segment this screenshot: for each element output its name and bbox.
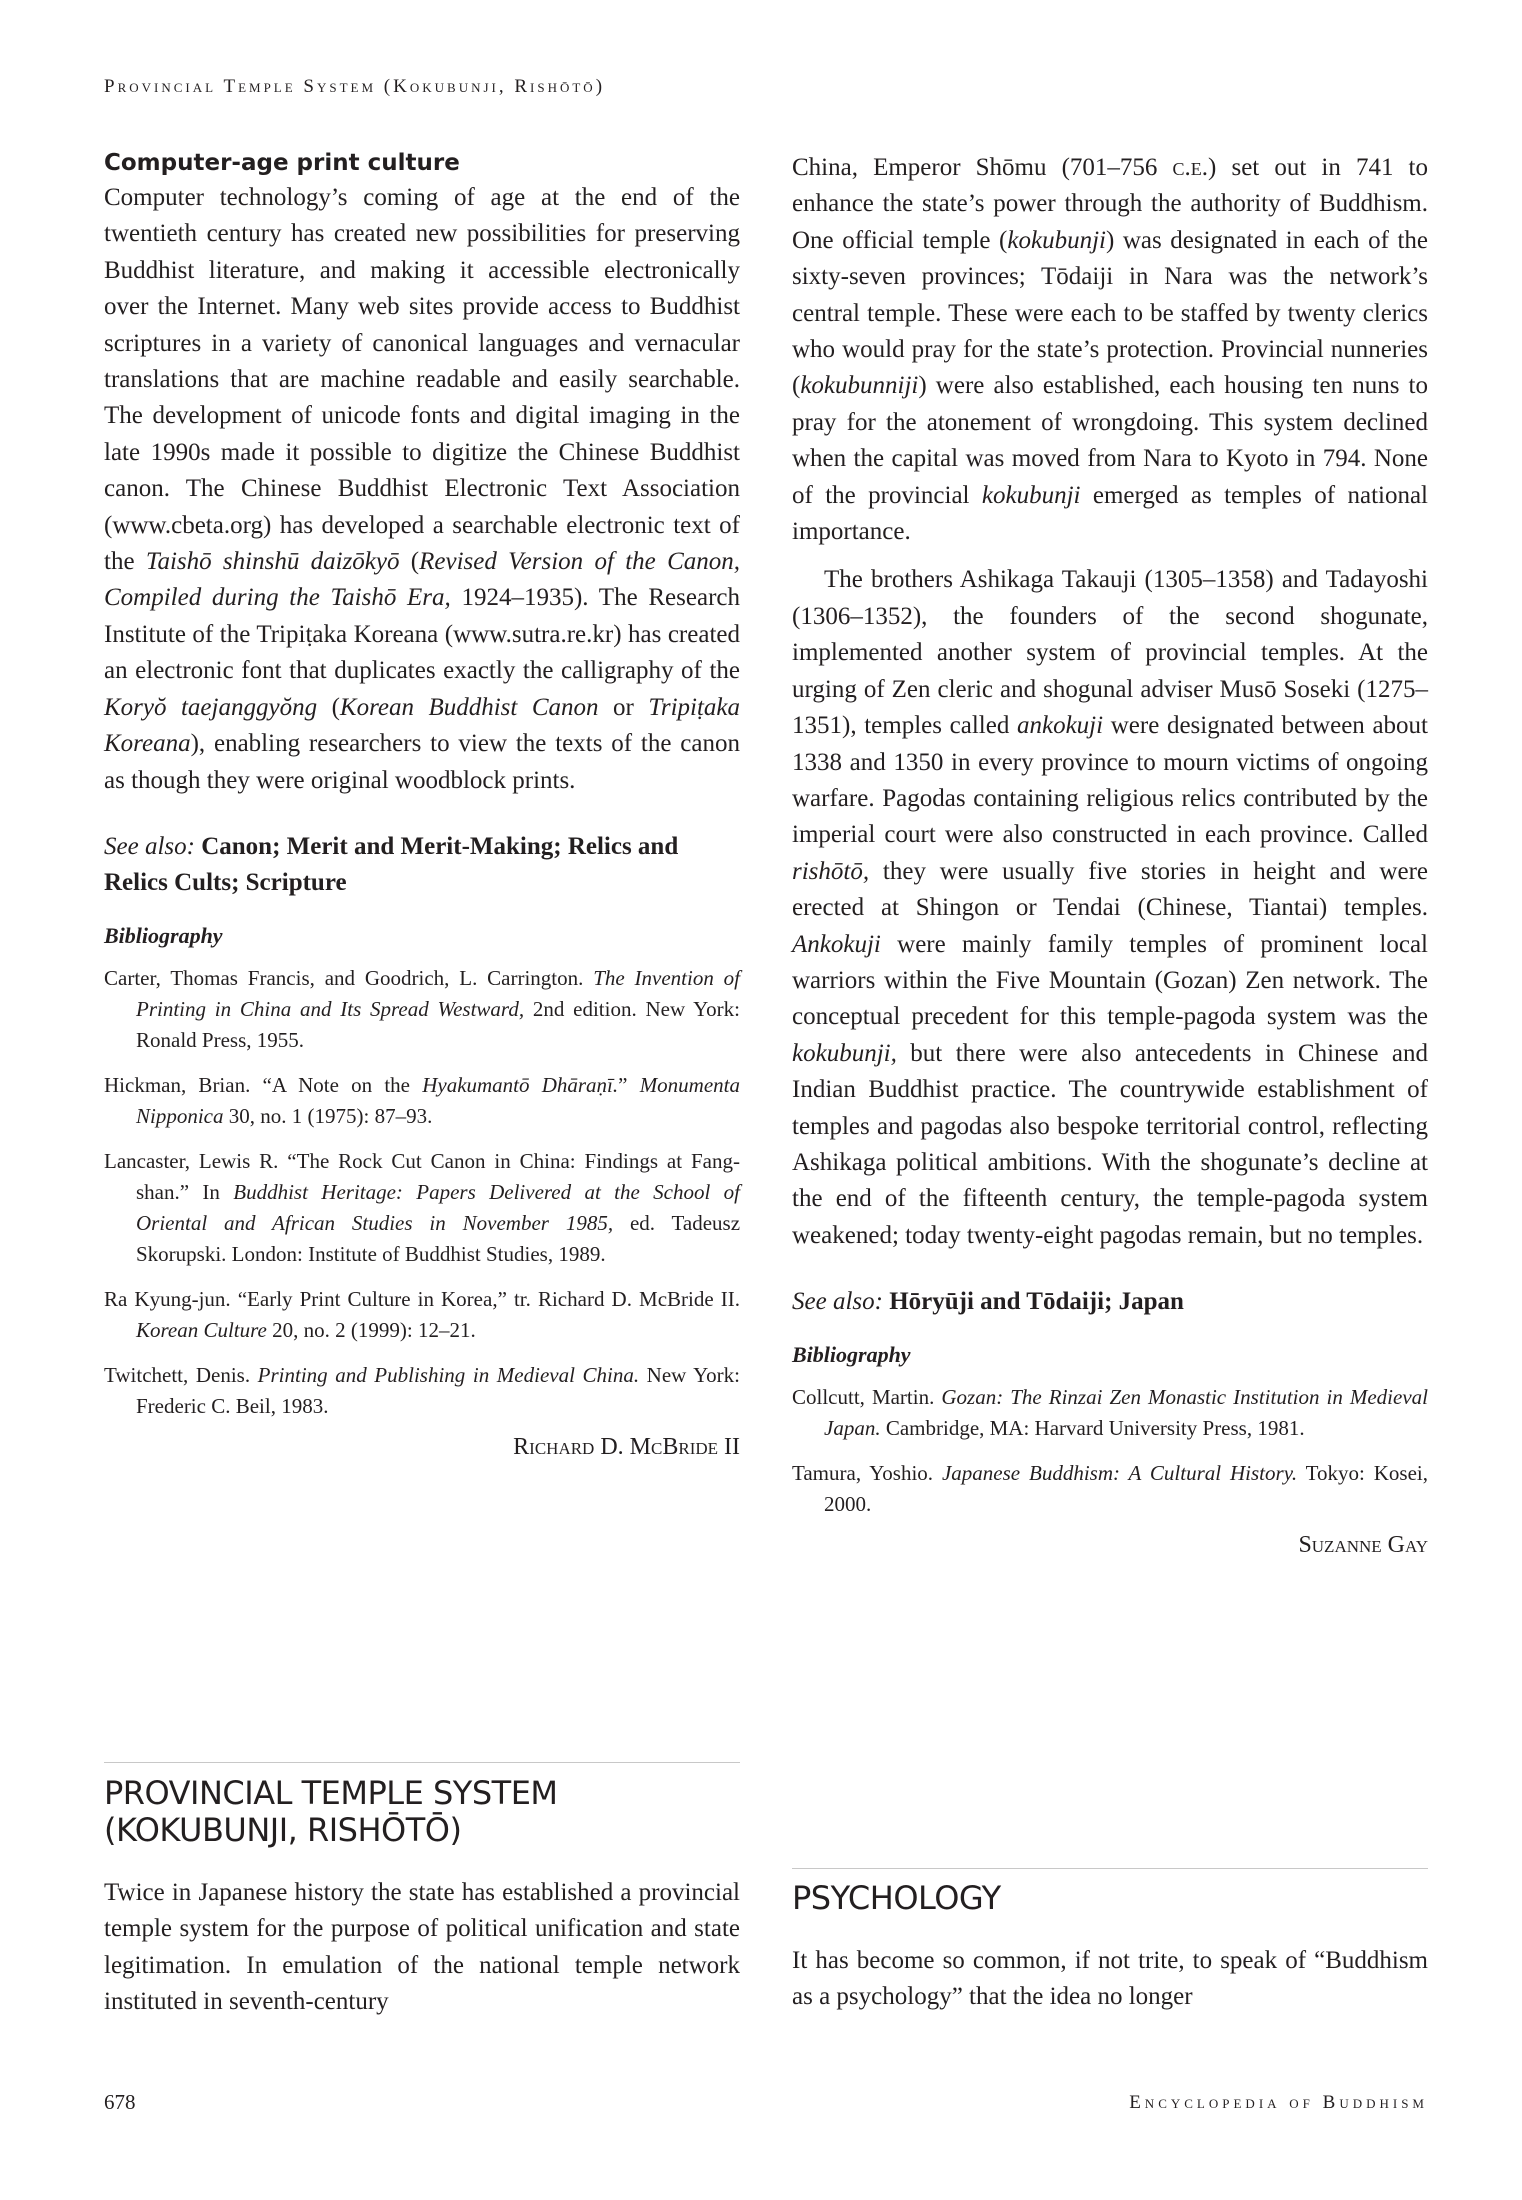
entry-block	[792, 1880, 1428, 2016]
see-also: See also: Canon; Merit and Merit-Making; Relics and Relics Cults; Scripture	[104, 832, 679, 896]
bibliography-list	[104, 963, 740, 1422]
section-subhead: Computer-age print culture	[104, 150, 460, 176]
bibliography-heading: Bibliography	[792, 1342, 911, 1368]
entry-block	[104, 1775, 740, 2021]
bibliography-entry: Hickman, Brian. “A Note on the Hyakumantō Dhāraṇī.” Monumenta Nipponica 30, no. 1 (1975): 87–93.	[104, 1072, 741, 1128]
bibliography-entry: Carter, Thomas Francis, and Goodrich, L. Carrington. The Invention of Printing in China and Its Spread Westward, 2nd edition. New York: Ronald Press, 1955.	[104, 965, 741, 1052]
body-paragraph: China, Emperor Shōmu (701–756 c.e.) set out in 741 to enhance the state’s power through the authority of Buddhism. One official temple (kokubunji) was designated in each of the sixty-seven provinces; Tōdaiji in Nara was the network’s central temple. These were each to be staffed by twenty clerics who would pray for the state’s protection. Provincial nunneries (kokubunniji) were also established, each housing ten nuns to pray for the atonement of wrongdoing. This system declined when the capital was moved from Nara to Kyoto in 794. None of the provincial kokubunji emerged as temples of national importance.	[792, 154, 1429, 546]
body-paragraph: Computer technology’s coming of age at the end of the twentieth century has created new possibilities for preserving Buddhist literature, and making it accessible electronically over the Internet. Many web sites provide access to Buddhist scriptures in a variety of canonical languages and vernacular translations that are machine readable and easily searchable. The development of unicode fonts and digital imaging in the late 1990s made it possible to digitize the Chinese Buddhist canon. The Chinese Buddhist Electronic Text Association (www.cbeta.org) has developed a searchable electronic text of the Taishō shinshū daizōkyō (Revised Version of the Canon, Compiled during the Taishō Era, 1924–1935). The Research Institute of the Tripiṭaka Koreana (www.sutra.re.kr) has created an electronic font that duplicates exactly the calligraphy of the Koryŏ taejanggyŏng (Korean Buddhist Canon or Tripiṭaka Koreana), enabling researchers to view the texts of the canon as though they were original woodblock prints.	[104, 184, 741, 794]
left-column	[104, 150, 740, 1461]
bibliography-entry: Twitchett, Denis. Printing and Publishing in Medieval China. New York: Frederic C. Beil, 1983.	[104, 1362, 741, 1418]
author-signature: Richard D. McBride II	[513, 1433, 740, 1460]
section-divider	[104, 1762, 740, 1763]
see-also-links[interactable]: Canon; Merit and Merit-Making; Relics and Relics Cults; Scripture	[104, 832, 679, 896]
see-also-links[interactable]: Hōryūji and Tōdaiji; Japan	[889, 1288, 1184, 1316]
entry-title: PSYCHOLOGY	[792, 1879, 1001, 1917]
right-column	[792, 150, 1428, 1559]
bibliography-entry: Collcutt, Martin. Gozan: The Rinzai Zen Monastic Institution in Medieval Japan. Cambridge, MA: Harvard University Press, 1981.	[792, 1385, 1428, 1441]
running-head: Provincial Temple System (Kokubunji, Rishōtō)	[104, 76, 606, 97]
bibliography-entry: Lancaster, Lewis R. “The Rock Cut Canon in China: Findings at Fang-shan.” In Buddhist Heritage: Papers Delivered at the School of Oriental and African Studies in November 1985, ed. Tadeusz Skorupski. London: Institute of Buddhist Studies, 1989.	[104, 1148, 741, 1266]
author-signature: Suzanne Gay	[1298, 1532, 1428, 1559]
body-paragraph: The brothers Ashikaga Takauji (1305–1358) and Tadayoshi (1306–1352), the founders of the second shogunate, implemented another system of provincial temples. At the urging of Zen cleric and shogunal adviser Musō Soseki (1275–1351), temples called ankokuji were designated between about 1338 and 1350 in every province to mourn victims of ongoing warfare. Pagodas containing religious relics contributed by the imperial court were also constructed in each province. Called rishōtō, they were usually five stories in height and were erected at Shingon or Tendai (Chinese, Tiantai) temples. Ankokuji were mainly family temples of prominent local warriors within the Five Mountain (Gozan) Zen network. The conceptual precedent for this temple-pagoda system was the kokubunji, but there were also antecedents in Chinese and Indian Buddhist practice. The countrywide establishment of temples and pagodas also bespoke territorial control, reflecting Ashikaga political ambitions. With the shogunate’s decline at the end of the fifteenth century, the temple-pagoda system weakened; today twenty-eight pagodas remain, but no temples.	[792, 566, 1429, 1249]
section-divider	[792, 1868, 1428, 1869]
page-number: 678	[104, 2090, 136, 2114]
bibliography-heading: Bibliography	[104, 922, 223, 948]
bibliography-list	[792, 1382, 1428, 1520]
bibliography-entry: Ra Kyung-jun. “Early Print Culture in Korea,” tr. Richard D. McBride II. Korean Culture 20, no. 2 (1999): 12–21.	[104, 1286, 740, 1342]
entry-paragraph: It has become so common, if not trite, to speak of “Buddhism as a psychology” that the idea no longer	[792, 1947, 1428, 2011]
entry-paragraph: Twice in Japanese history the state has established a provincial temple system for the purpose of political unification and state legitimation. In emulation of the national temple network instituted in seventh-century	[104, 1879, 740, 2016]
entry-title: PROVINCIAL TEMPLE SYSTEM (KOKUBUNJI, RISHŌTŌ)	[104, 1774, 558, 1849]
bibliography-entry: Tamura, Yoshio. Japanese Buddhism: A Cultural History. Tokyo: Kosei, 2000.	[792, 1461, 1429, 1517]
running-foot: Encyclopedia of Buddhism	[1129, 2092, 1428, 2113]
see-also: See also: Hōryūji and Tōdaiji; Japan	[792, 1288, 1184, 1316]
